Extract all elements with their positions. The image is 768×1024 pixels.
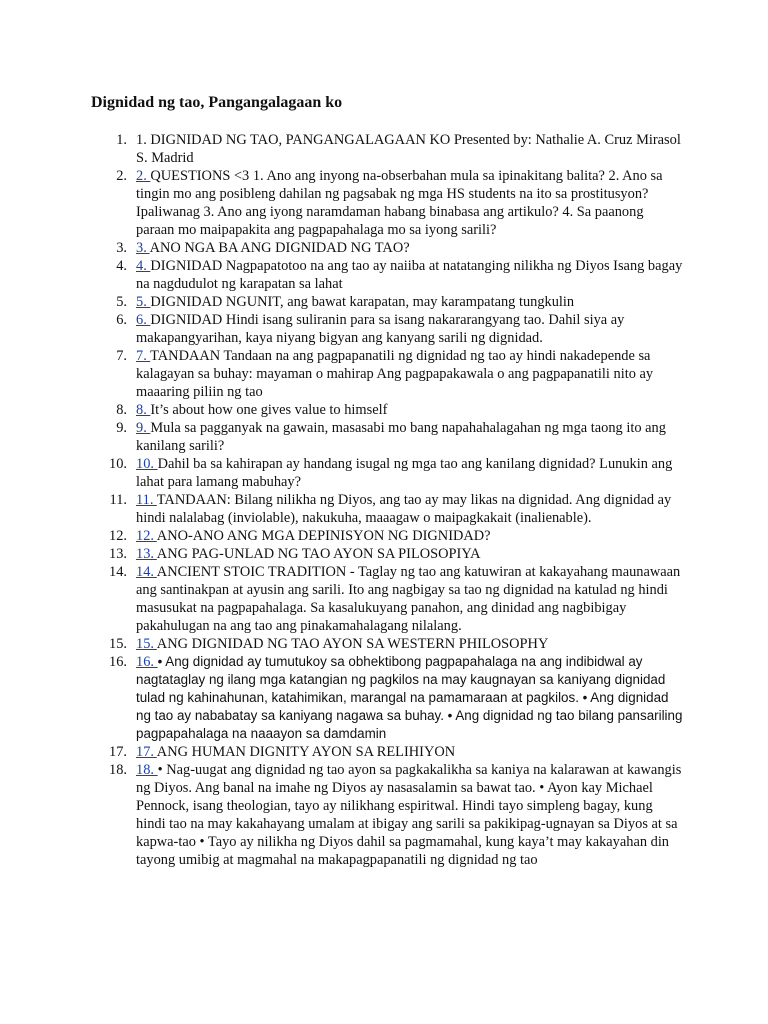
list-item: [109, 491, 684, 527]
page-link[interactable]: 3.: [136, 240, 150, 256]
page-link[interactable]: 9.: [136, 420, 151, 436]
item-number: 10.: [109, 456, 127, 472]
item-number: 16.: [109, 654, 127, 670]
item-text: ANO-ANO ANG MGA DEPINISYON NG DIGNIDAD?: [156, 528, 491, 544]
item-number: 15.: [109, 636, 127, 652]
list-item: [109, 545, 684, 563]
page-link[interactable]: 6.: [136, 312, 151, 328]
item-text: Mula sa pagganyak na gawain, masasabi mo bang napahahalagahan ng mga taong ito ang kanilang sarili?: [136, 420, 666, 454]
item-text: DIGNIDAD Nagpapatotoo na ang tao ay naiiba at natatanging nilikha ng Diyos Isang bagay na nagdudulot ng karapatan sa lahat: [136, 258, 683, 292]
item-number: 5.: [116, 294, 127, 310]
page-link[interactable]: 11.: [136, 492, 157, 508]
item-number: 11.: [109, 492, 127, 508]
list-item: [109, 743, 684, 761]
item-text: QUESTIONS <3 1. Ano ang inyong na-obserbahan mula sa ipinakitang balita? 2. Ano sa tingin mo ang posibleng dahilan ng pagsabak ng mga HS students na ito sa prostitusyon? Ipaliwanag 3. Ano ang iyong naramdaman habang binabasa ang artikulo? 4. Sa paanong paraan mo maipapakita ang pagpapahalaga mo sa iyong sarili?: [136, 168, 663, 238]
item-text: DIGNIDAD Hindi isang suliranin para sa isang nakararangyang tao. Dahil siya ay makapangyarihan, kaya niyang bigyan ang kanyang sarili ng dignidad.: [136, 312, 625, 346]
page-link[interactable]: 15.: [136, 636, 157, 652]
item-text: DIGNIDAD NGUNIT, ang bawat karapatan, may karampatang tungkulin: [150, 294, 575, 310]
list-item: [116, 131, 684, 167]
item-text: TANDAAN Tandaan na ang pagpapanatili ng dignidad ng tao ay hindi nakadepende sa kalagayan sa buhay: mayaman o mahirap Ang pagpapakawala o ang pagpapanatili nito ay maaaring piliin ng tao: [136, 348, 654, 400]
list-item: [109, 653, 684, 743]
item-number: 6.: [116, 312, 127, 328]
list-item: [116, 167, 684, 239]
item-text: ANG DIGNIDAD NG TAO AYON SA WESTERN PHILOSOPHY: [156, 636, 549, 652]
document-title: Dignidad ng tao, Pangangalagaan ko: [91, 94, 343, 111]
list-item: [116, 293, 684, 311]
page-link[interactable]: 4.: [136, 258, 151, 274]
item-text: TANDAAN: Bilang nilikha ng Diyos, ang tao ay may likas na dignidad. Ang dignidad ay hindi nalalabag (inviolable), nakukuha, maaagaw o maipagkakait (inalienable).: [136, 492, 672, 526]
list-item: [116, 239, 684, 257]
item-number: 3.: [116, 240, 127, 256]
item-text: 1. DIGNIDAD NG TAO, PANGANGALAGAAN KO Presented by: Nathalie A. Cruz Mirasol S. Madrid: [136, 132, 681, 166]
item-number: 1.: [116, 132, 127, 148]
page-link[interactable]: 7.: [136, 348, 151, 364]
page-link[interactable]: 5.: [136, 294, 151, 310]
item-number: 17.: [109, 744, 127, 760]
page-link[interactable]: 17.: [136, 744, 157, 760]
list-item: [109, 761, 684, 869]
item-text: ANG PAG-UNLAD NG TAO AYON SA PILOSOPIYA: [156, 546, 481, 562]
list-item: [116, 311, 684, 347]
item-number: 9.: [116, 420, 127, 436]
list-item: [116, 401, 684, 419]
page-link[interactable]: 16.: [136, 654, 158, 670]
list-item: [109, 563, 684, 635]
list-item: [116, 419, 684, 455]
item-text: ANCIENT STOIC TRADITION - Taglay ng tao ang katuwiran at kakayahang maunawaan ang santinakpan at ayusin ang sarili. Ito ang nagbigay sa tao ng dignidad na katulad ng hindi masusukat na pagpapahalaga. Sa kasalukuyang panahon, ang dinidad ang nagbibigay pakahulugan na ang tao ang pinakamahalagang nilalang.: [136, 564, 681, 634]
list-item: [116, 257, 684, 293]
page-link[interactable]: 8.: [136, 402, 151, 418]
item-number: 2.: [116, 168, 127, 184]
page-link[interactable]: 13.: [136, 546, 157, 562]
item-number: 7.: [116, 348, 127, 364]
item-text: • Ang dignidad ay tumutukoy sa obhektibong pagpapahalaga na ang indibidwal ay nagtataglay ng ilang mga katangian ng pagkilos na may kaugnayan sa kaniyang dignidad tulad ng kahinahunan, katahimikan, marangal na pamamaraan at pagkilos. • Ang dignidad ng tao ay nababatay sa kaniyang nagawa sa buhay. • Ang dignidad ng tao bilang pansariling pagpapahalaga na naaayon sa damdamin: [136, 654, 683, 741]
item-text: • Nag-uugat ang dignidad ng tao ayon sa pagkakalikha sa kaniya na kalarawan at kawangis ng Diyos. Ang banal na imahe ng Diyos ay nasasalamin sa bawat tao. • Ayon kay Michael Pennock, isang theologian, tayo ay nilikhang espiritwal. Hindi tayo simpleng bagay, kung hindi tao na may kakahayang umalam at ibigay ang sarili sa pakikipag-ugnayan sa Diyos at sa kapwa-tao • Tayo ay nilikha ng Diyos dahil sa pagmamahal, kung kaya’t may kakayahan din tayong umibig at magmahal na makapagpapanatili ng dignidad ng tao: [136, 762, 682, 868]
list-item: [109, 635, 684, 653]
item-number: 8.: [116, 402, 127, 418]
page-link[interactable]: 2.: [136, 168, 151, 184]
item-text: ANO NGA BA ANG DIGNIDAD NG TAO?: [149, 240, 410, 256]
page-link[interactable]: 18.: [136, 762, 158, 778]
item-number: 12.: [109, 528, 127, 544]
list-item: [109, 455, 684, 491]
item-text: ANG HUMAN DIGNITY AYON SA RELIHIYON: [156, 744, 456, 760]
list-item: [109, 527, 684, 545]
numbered-list: [109, 131, 684, 869]
item-number: 13.: [109, 546, 127, 562]
item-number: 14.: [109, 564, 127, 580]
list-item: [116, 347, 684, 401]
item-text: Dahil ba sa kahirapan ay handang isugal ng mga tao ang kanilang dignidad? Lunukin ang lahat para lamang mabuhay?: [136, 456, 673, 490]
page-link[interactable]: 14.: [136, 564, 157, 580]
item-number: 18.: [109, 762, 127, 778]
page-link[interactable]: 10.: [136, 456, 158, 472]
item-number: 4.: [116, 258, 127, 274]
item-text: It’s about how one gives value to himself: [150, 402, 388, 418]
page-link[interactable]: 12.: [136, 528, 157, 544]
